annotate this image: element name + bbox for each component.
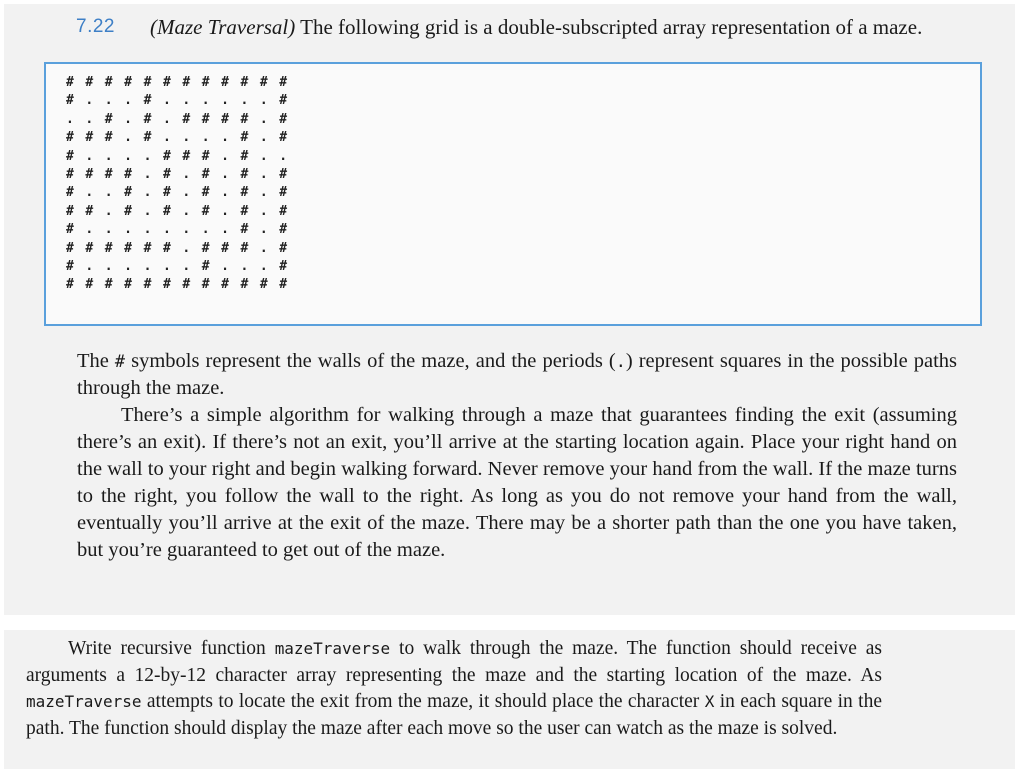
maze-path-cell: . — [221, 222, 229, 238]
maze-path-cell: . — [259, 203, 268, 219]
maze-wall-cell: # — [104, 240, 113, 256]
maze-path-cell: . — [182, 258, 191, 274]
maze-path-cell: . — [66, 111, 74, 127]
maze-wall-cell: # — [182, 148, 191, 164]
maze-wall-cell: # — [66, 148, 74, 164]
maze-path-cell: . — [182, 203, 191, 219]
maze-wall-cell: # — [104, 277, 113, 293]
paragraph-algorithm: There’s a simple algorithm for walking through a maze that guarantees finding the exit (assuming there’s an exit). If there’s not an exit, you’ll arrive at the starting location again. Place your right hand on the wall to your right and begin walking forward. Never remove your hand from the wall. If the maze turns to the right, you follow the wall to the right. As long as you do not remove your hand from the wall, eventually you’ll arrive at the exit of the maze. There may be a shorter path than the one you have taken, but you’re guaranteed to get out of the maze. — [77, 404, 957, 561]
maze-wall-cell: # — [85, 166, 94, 182]
maze-wall-cell: # — [124, 185, 132, 201]
maze-path-cell: . — [124, 111, 132, 127]
para3-text-4: in each square in the path. The function should display the maze after each move so the user can watch as the maze is solved. — [26, 691, 882, 739]
maze-wall-cell: # — [201, 75, 210, 90]
maze-wall-cell: # — [162, 148, 171, 164]
maze-wall-cell: # — [66, 222, 74, 238]
maze-wall-cell: # — [221, 75, 229, 90]
maze-wall-cell: # — [240, 148, 249, 164]
maze-wall-cell: # — [85, 130, 94, 146]
para3-text-2: to walk through the maze. The function should receive as arguments a 12-by-12 character array representing the maze and the starting location of the maze. As — [26, 638, 882, 686]
maze-wall-cell: # — [259, 277, 268, 293]
maze-wall-cell: # — [201, 185, 210, 201]
maze-path-cell: . — [259, 185, 268, 201]
maze-wall-cell: # — [279, 166, 288, 182]
maze-row — [66, 166, 299, 184]
maze-wall-cell: # — [143, 277, 152, 293]
maze-path-cell: . — [259, 166, 268, 182]
maze-path-cell: . — [124, 148, 132, 164]
maze-path-cell: . — [143, 222, 152, 238]
maze-row — [66, 129, 299, 147]
paragraph-task — [26, 636, 882, 742]
maze-wall-cell: # — [240, 222, 249, 238]
maze-wall-cell: # — [104, 75, 113, 90]
maze-wall-cell: # — [240, 75, 249, 90]
para3-code-function-2: mazeTraverse — [26, 692, 142, 711]
para1-code-hash: # — [114, 351, 126, 371]
maze-wall-cell: # — [162, 185, 171, 201]
maze-path-cell: . — [182, 93, 191, 109]
maze-path-cell: . — [259, 258, 268, 274]
maze-wall-cell: # — [124, 240, 132, 256]
exercise-title-text: The following grid is a double-subscripted array representation of a maze. — [295, 15, 923, 39]
maze-path-cell: . — [85, 258, 94, 274]
maze-wall-cell: # — [104, 111, 113, 127]
maze-path-cell: . — [182, 222, 191, 238]
maze-wall-cell: # — [162, 277, 171, 293]
maze-wall-cell: # — [124, 277, 132, 293]
maze-path-cell: . — [221, 166, 229, 182]
maze-wall-cell: # — [66, 277, 74, 293]
exercise-title-italic: (Maze Traversal) — [150, 15, 296, 39]
maze-wall-cell: # — [279, 203, 288, 219]
maze-wall-cell: # — [221, 277, 229, 293]
maze-path-cell: . — [279, 148, 288, 164]
maze-path-cell: . — [221, 130, 229, 146]
maze-row — [66, 148, 299, 166]
maze-row — [66, 203, 299, 221]
maze-wall-cell: # — [66, 258, 74, 274]
maze-wall-cell: # — [162, 203, 171, 219]
maze-path-cell: . — [259, 222, 268, 238]
maze-wall-cell: # — [104, 166, 113, 182]
maze-wall-cell: # — [162, 75, 171, 90]
maze-path-cell: . — [259, 93, 268, 109]
maze-path-cell: . — [259, 148, 268, 164]
para1-text-3: ) represent squares in the possible paths through the maze. — [77, 350, 957, 399]
maze-row — [66, 92, 299, 110]
maze-path-cell: . — [221, 93, 229, 109]
maze-wall-cell: # — [240, 111, 249, 127]
maze-row — [66, 111, 299, 129]
maze-path-cell: . — [201, 130, 210, 146]
maze-wall-cell: # — [240, 130, 249, 146]
maze-wall-cell: # — [182, 277, 191, 293]
maze-path-cell: . — [85, 111, 94, 127]
maze-path-cell: . — [162, 222, 171, 238]
maze-path-cell: . — [221, 258, 229, 274]
maze-wall-cell: # — [240, 185, 249, 201]
maze-path-cell: . — [85, 148, 94, 164]
maze-path-cell: . — [162, 130, 171, 146]
maze-wall-cell: # — [85, 277, 94, 293]
maze-path-cell: . — [85, 185, 94, 201]
maze-path-cell: . — [143, 166, 152, 182]
maze-wall-cell: # — [66, 166, 74, 182]
maze-wall-cell: # — [279, 222, 288, 238]
maze-wall-cell: # — [240, 166, 249, 182]
maze-wall-cell: # — [124, 166, 132, 182]
maze-path-cell: . — [124, 258, 132, 274]
maze-path-cell: . — [124, 222, 132, 238]
maze-wall-cell: # — [279, 130, 288, 146]
maze-wall-cell: # — [66, 93, 74, 109]
maze-wall-cell: # — [221, 240, 229, 256]
maze-wall-cell: # — [201, 203, 210, 219]
maze-wall-cell: # — [279, 240, 288, 256]
maze-wall-cell: # — [66, 203, 74, 219]
maze-path-cell: . — [104, 203, 113, 219]
maze-path-cell: . — [201, 222, 210, 238]
maze-path-cell: . — [259, 111, 268, 127]
maze-wall-cell: # — [279, 277, 288, 293]
maze-path-cell: . — [259, 130, 268, 146]
maze-wall-cell: # — [182, 75, 191, 90]
maze-path-cell: . — [143, 258, 152, 274]
maze-wall-cell: # — [240, 277, 249, 293]
maze-box — [44, 62, 982, 326]
maze-path-cell: . — [240, 93, 249, 109]
maze-wall-cell: # — [201, 277, 210, 293]
para1-code-period: . — [615, 351, 626, 371]
maze-path-cell: . — [85, 222, 94, 238]
maze-wall-cell: # — [124, 203, 132, 219]
maze-wall-cell: # — [240, 240, 249, 256]
maze-path-cell: . — [143, 185, 152, 201]
maze-path-cell: . — [182, 240, 191, 256]
maze-wall-cell: # — [85, 203, 94, 219]
maze-path-cell: . — [162, 93, 171, 109]
exercise-title — [150, 15, 922, 40]
maze-path-cell: . — [182, 185, 191, 201]
maze-row — [66, 221, 299, 239]
maze-path-cell: . — [162, 258, 171, 274]
maze-path-cell: . — [259, 240, 268, 256]
maze-wall-cell: # — [240, 203, 249, 219]
para3-text-1: Write recursive function — [68, 638, 275, 659]
maze-wall-cell: # — [143, 111, 152, 127]
maze-row — [66, 74, 299, 92]
maze-wall-cell: # — [66, 185, 74, 201]
maze-path-cell: . — [85, 93, 94, 109]
maze-wall-cell: # — [124, 75, 132, 90]
maze-path-cell: . — [221, 203, 229, 219]
maze-wall-cell: # — [143, 130, 152, 146]
maze-wall-cell: # — [259, 75, 268, 90]
maze-wall-cell: # — [201, 148, 210, 164]
maze-path-cell: . — [240, 258, 249, 274]
maze-wall-cell: # — [279, 111, 288, 127]
maze-path-cell: . — [104, 222, 113, 238]
para3-code-x: X — [704, 692, 715, 711]
maze-wall-cell: # — [162, 166, 171, 182]
maze-wall-cell: # — [104, 130, 113, 146]
maze-wall-cell: # — [66, 75, 74, 90]
para1-text-1: The — [77, 350, 115, 372]
maze-wall-cell: # — [221, 111, 229, 127]
maze-path-cell: . — [124, 130, 132, 146]
maze-wall-cell: # — [279, 185, 288, 201]
maze-wall-cell: # — [143, 240, 152, 256]
maze-wall-cell: # — [143, 93, 152, 109]
maze-path-cell: . — [221, 148, 229, 164]
maze-wall-cell: # — [279, 75, 288, 90]
para1-text-2: symbols represent the walls of the maze, and the periods ( — [125, 350, 616, 372]
paragraph-symbols — [77, 348, 957, 402]
maze-path-cell: . — [182, 130, 191, 146]
maze-path-cell: . — [104, 148, 113, 164]
maze-wall-cell: # — [66, 130, 74, 146]
maze-wall-cell: # — [66, 240, 74, 256]
maze-path-cell: . — [221, 185, 229, 201]
maze-row — [66, 240, 299, 258]
maze-wall-cell: # — [85, 75, 94, 90]
para3-code-function: mazeTraverse — [274, 639, 391, 658]
maze-row — [66, 276, 299, 294]
maze-path-cell: . — [201, 93, 210, 109]
para3-text-3: attempts to locate the exit from the maze, it should place the character — [141, 691, 705, 712]
maze-row — [66, 258, 299, 276]
maze-path-cell: . — [143, 148, 152, 164]
maze-path-cell: . — [104, 185, 113, 201]
maze-wall-cell: # — [201, 166, 210, 182]
maze-wall-cell: # — [201, 240, 210, 256]
maze-path-cell: . — [182, 166, 191, 182]
maze-wall-cell: # — [143, 75, 152, 90]
maze-wall-cell: # — [201, 111, 210, 127]
maze-wall-cell: # — [162, 240, 171, 256]
maze-wall-cell: # — [85, 240, 94, 256]
maze-path-cell: . — [124, 93, 132, 109]
maze-wall-cell: # — [279, 93, 288, 109]
maze-row — [66, 184, 299, 202]
maze-wall-cell: # — [279, 258, 288, 274]
maze-path-cell: . — [104, 93, 113, 109]
maze-grid — [66, 74, 299, 295]
maze-path-cell: . — [162, 111, 171, 127]
exercise-number: 7.22 — [76, 16, 115, 37]
maze-path-cell: . — [104, 258, 113, 274]
maze-path-cell: . — [143, 203, 152, 219]
maze-wall-cell: # — [182, 111, 191, 127]
maze-wall-cell: # — [201, 258, 210, 274]
